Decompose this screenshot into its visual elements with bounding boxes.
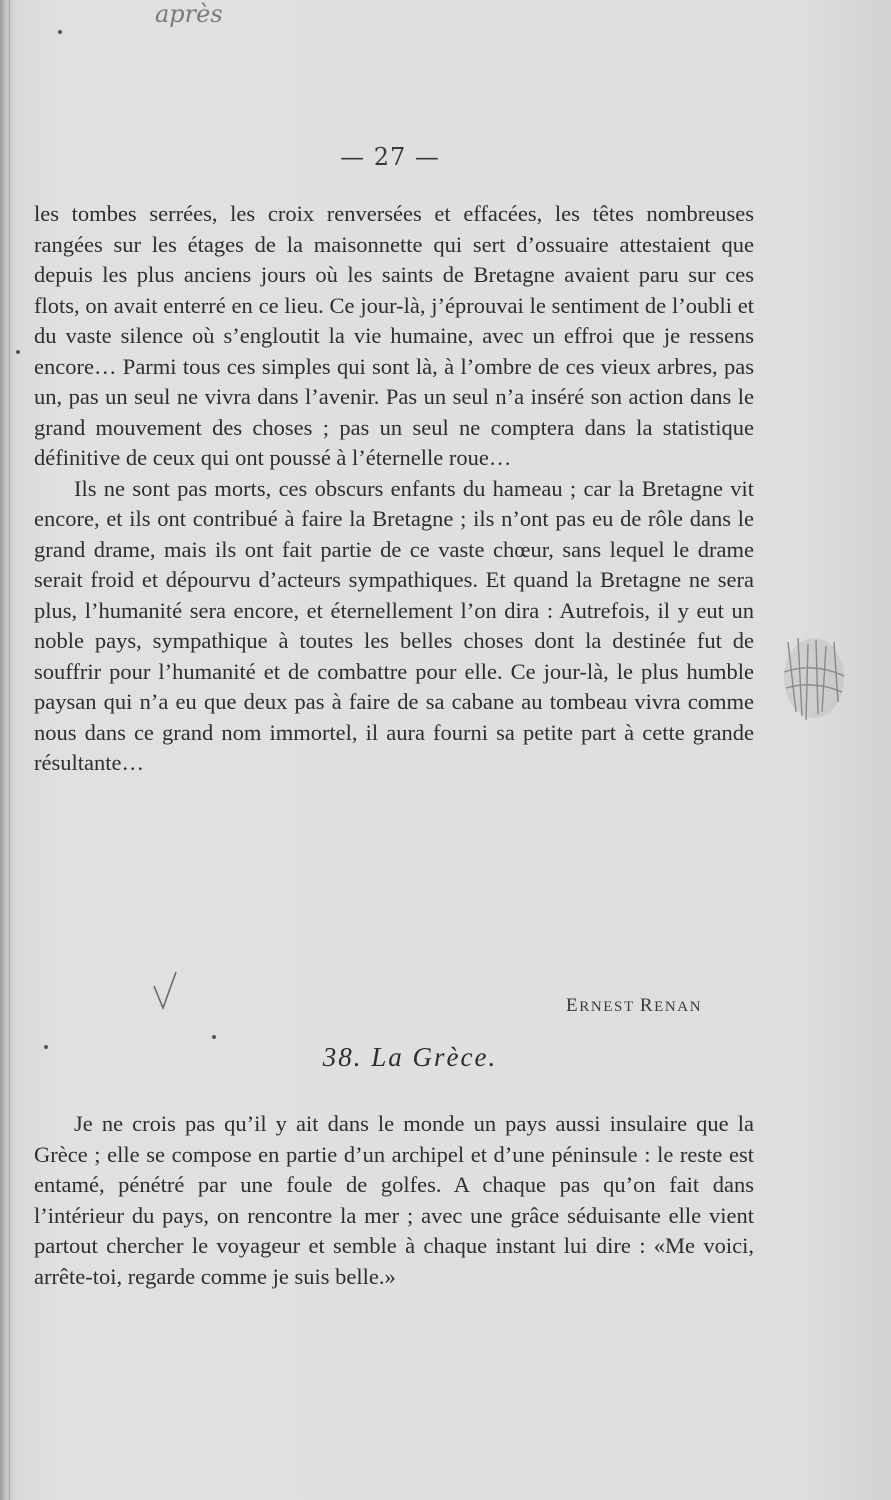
signature-initial: E: [566, 995, 580, 1016]
signature-text: RNEST: [579, 999, 635, 1015]
ink-dot-mark: [212, 1035, 216, 1039]
signature-text: ENAN: [654, 999, 703, 1015]
ink-dot-mark: [16, 350, 20, 354]
paragraph: Je ne crois pas qu’il y ait dans le monde un pays aussi insulaire que la Grèce ; elle se compose en partie d’un archipel et d’une péninsule : le reste est entamé, pénétré par une foule de golfes. A chaque pas qu’on fait dans l’intérieur du pays, on rencontre la mer ; avec une grâce séduisante elle vient partout chercher le voyageur et semble à chaque instant lui dire : «Me voici, arrête-toi, regarde comme je suis belle.»: [34, 1111, 754, 1289]
author-signature: [566, 995, 702, 1017]
binding-fold-line: [9, 0, 10, 1500]
passage-renan: [34, 199, 754, 779]
section-title: 38. La Grèce.: [322, 1042, 498, 1072]
paragraph: les tombes serrées, les croix renversées et effacées, les têtes nombreuses rangées sur les étages de la maisonnette qui sert d’ossuaire attestaient que depuis les plus anciens jours où les saints de Bretagne avaient paru sur ces flots, on avait enterré en ce lieu. Ce jour-là, j’éprouvai le sentiment de l’oubli et du vaste silence où s’engloutit la vie humaine, avec un effroi que je ressens encore… Parmi tous ces simples qui sont là, à l’ombre de ces vieux arbres, pas un, pas un seul ne vivra dans l’avenir. Pas un seul n’a inséré son action dans le grand mouvement des choses ; pas un seul ne comptera dans la statistique définitive de ceux qui ont poussé à l’éternelle roue…: [34, 201, 754, 470]
binding-edge: [0, 0, 14, 1500]
signature-initial: R: [639, 995, 655, 1016]
ink-dot-mark: [44, 1045, 48, 1049]
passage-grece: [34, 1109, 754, 1292]
page-number: — 27 —: [340, 143, 440, 171]
check-mark-icon: [150, 968, 180, 1012]
pencil-margin-note: après: [155, 0, 223, 28]
faded-stamp-icon: [778, 632, 850, 722]
ink-dot-mark: [58, 30, 62, 34]
paragraph: Ils ne sont pas morts, ces obscurs enfants du hameau ; car la Bretagne vit encore, et ils ont contribué à faire la Bretagne ; ils n’ont pas eu de rôle dans le grand drame, mais ils ont fait partie de ce vaste chœur, sans lequel le drame serait froid et dépourvu d’acteurs sympathiques. Et quand la Bretagne ne sera plus, l’humanité sera encore, et éternellement l’on dira : Autrefois, il y eut un noble pays, sympathique à toutes les belles choses dont la destinée fut de souffrir pour l’humanité et de combattre pour elle. Ce jour-là, le plus humble paysan qui n’a eu que deux pas à faire de sa cabane au tombeau vivra comme nous dans ce grand nom immortel, il aura fourni sa petite part à cette grande résultante…: [34, 475, 754, 775]
